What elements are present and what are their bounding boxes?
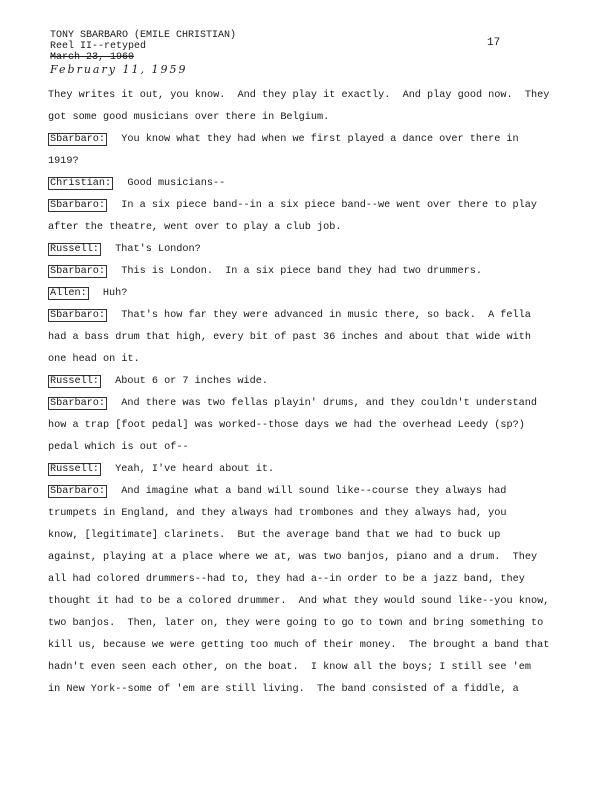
transcript-line (48, 415, 525, 437)
speaker-label: Allen: (50, 288, 87, 299)
line-text: Huh? (102, 288, 128, 299)
header-date-struck: March 23, 1960 (50, 52, 135, 63)
transcript-line (48, 129, 519, 151)
line-text: trumpets in England, and they always had trombones and they always had, you (48, 508, 507, 519)
transcript-line (48, 327, 531, 349)
transcript-line (48, 547, 538, 569)
line-text: two banjos. Then, later on, they were going to go to town and bring something to (48, 618, 544, 629)
transcript-line (48, 261, 508, 283)
transcript-line (48, 305, 531, 327)
transcript-line (48, 679, 519, 701)
line-text: About 6 or 7 inches wide. (115, 376, 268, 387)
transcript-line (48, 481, 508, 503)
line-text: And there was two fellas playin' drums, and they couldn't understand (121, 398, 537, 409)
line-text: in New York--some of 'em are still living. The band consisted of a fiddle, a (48, 684, 519, 695)
line-text: kill us, because we were getting too much of their money. The brought a band that (48, 640, 550, 651)
transcript-line (48, 107, 508, 129)
speaker-label: Sbarbaro: (50, 310, 106, 321)
transcript-line (48, 459, 508, 481)
transcript-line (48, 349, 508, 371)
line-text: That's how far they were advanced in music there, so back. A fella (121, 310, 531, 321)
speaker-label: Christian: (50, 178, 112, 189)
line-text: Good musicians-- (127, 178, 226, 189)
line-text: thought it had to be a colored drummer. And what they would sound like--you know, (48, 596, 550, 607)
transcript-line (48, 151, 508, 173)
line-text: hadn't even seen each other, on the boat. I know all the boys; I still see 'em (48, 662, 531, 673)
line-text: after the theatre, went over to play a club job. (48, 222, 342, 233)
line-text: And imagine what a band will sound like--course they always had (121, 486, 507, 497)
speaker-label: Sbarbaro: (50, 266, 106, 277)
speaker-label: Russell: (50, 464, 99, 475)
speaker-label: Sbarbaro: (50, 134, 106, 145)
line-text: pedal which is out of-- (48, 442, 189, 453)
line-text: That's London? (115, 244, 201, 255)
line-text: had a bass drum that high, every bit of past 36 inches and about that wide with (48, 332, 531, 343)
line-text: got some good musicians over there in Belgium. (48, 112, 330, 123)
line-text: This is London. In a six piece band they had two drummers. (121, 266, 482, 277)
line-text: against, playing at a place where we at, was two banjos, piano and a drum. They (48, 552, 538, 563)
header-date-handwritten: February 11, 1959 (50, 63, 188, 76)
transcript-line (48, 437, 508, 459)
header-reel: Reel II--retyped (50, 41, 147, 52)
transcript-line (48, 613, 544, 635)
line-text: how a trap [foot pedal] was worked--those days we had the overhead Leedy (sp?) (48, 420, 525, 431)
speaker-label: Sbarbaro: (50, 200, 106, 211)
speaker-label: Sbarbaro: (50, 398, 106, 409)
transcript-line (48, 239, 508, 261)
speaker-label: Russell: (50, 376, 99, 387)
transcript-line (48, 393, 537, 415)
speaker-label: Sbarbaro: (50, 486, 106, 497)
header-title: TONY SBARBARO (EMILE CHRISTIAN) (50, 30, 237, 41)
line-text: In a six piece band--in a six piece band--we went over there to play (121, 200, 537, 211)
transcript-line (48, 591, 550, 613)
transcript-line (48, 525, 508, 547)
line-text: know, [legitimate] clarinets. But the average band that we had to buck up (48, 530, 501, 541)
transcript-line (48, 195, 537, 217)
transcript-line (48, 503, 508, 525)
transcript-body (48, 85, 550, 701)
line-text: 1919? (48, 156, 79, 167)
transcript-line (48, 85, 550, 107)
transcript-line (48, 657, 531, 679)
transcript-line (48, 569, 525, 591)
transcript-line (48, 283, 508, 305)
line-text: Yeah, I've heard about it. (115, 464, 275, 475)
speaker-label: Russell: (50, 244, 99, 255)
line-text: one head on it. (48, 354, 140, 365)
transcript-line (48, 173, 508, 195)
page-number: 17 (487, 37, 501, 49)
transcript-line (48, 371, 508, 393)
transcript-line (48, 635, 550, 657)
line-text: all had colored drummers--had to, they had a--in order to be a jazz band, they (48, 574, 525, 585)
page-header (50, 30, 236, 75)
transcript-line (48, 217, 508, 239)
line-text: You know what they had when we first played a dance over there in (121, 134, 519, 145)
line-text: They writes it out, you know. And they play it exactly. And play good now. They (48, 90, 550, 101)
